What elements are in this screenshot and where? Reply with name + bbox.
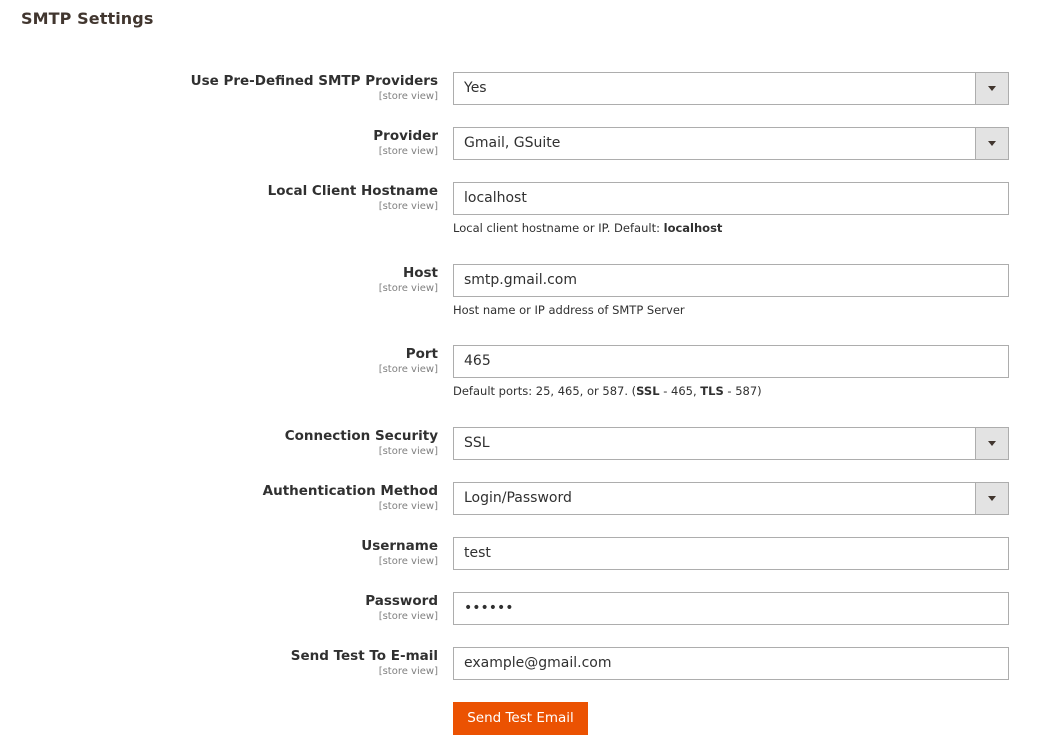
predefined-select[interactable] [453,72,1009,105]
chevron-down-icon[interactable] [975,428,1008,459]
provider-value: Gmail, GSuite [464,135,561,151]
chevron-down-icon[interactable] [975,73,1008,104]
label-test-email: Send Test To E-mail [290,648,438,664]
security-select[interactable] [453,427,1009,460]
provider-select[interactable] [453,127,1009,160]
scope-auth: [store view] [378,501,438,512]
scope-host: [store view] [378,283,438,294]
label-auth: Authentication Method [262,483,438,499]
auth-select[interactable] [453,482,1009,515]
send-test-email-button[interactable]: Send Test Email [453,702,588,735]
label-security: Connection Security [284,428,438,444]
label-predefined: Use Pre-Defined SMTP Providers [190,73,438,89]
scope-security: [store view] [378,446,438,457]
predefined-value: Yes [464,80,487,96]
label-username: Username [361,538,438,554]
chevron-down-icon[interactable] [975,483,1008,514]
port-input[interactable]: 465 [453,345,1009,378]
scope-provider: [store view] [378,146,438,157]
test-email-input[interactable]: example@gmail.com [453,647,1009,680]
section-title[interactable]: SMTP Settings [21,9,154,28]
scope-test-email: [store view] [378,666,438,677]
auth-value: Login/Password [464,490,572,506]
scope-port: [store view] [378,364,438,375]
host-input[interactable]: smtp.gmail.com [453,264,1009,297]
label-password: Password [365,593,438,609]
password-input[interactable]: •••••• [453,592,1009,625]
scope-username: [store view] [378,556,438,567]
local-hostname-note: Local client hostname or IP. Default: localhost [453,221,723,235]
label-port: Port [405,346,438,362]
label-host: Host [402,265,438,281]
scope-password: [store view] [378,611,438,622]
scope-local-hostname: [store view] [378,201,438,212]
host-note: Host name or IP address of SMTP Server [453,303,685,317]
scope-predefined: [store view] [378,91,438,102]
chevron-down-icon[interactable] [975,128,1008,159]
security-value: SSL [464,435,490,451]
label-local-hostname: Local Client Hostname [267,183,438,199]
username-input[interactable]: test [453,537,1009,570]
local-hostname-input[interactable]: localhost [453,182,1009,215]
label-provider: Provider [373,128,438,144]
port-note: Default ports: 25, 465, or 587. (SSL - 465, TLS - 587) [453,384,762,398]
